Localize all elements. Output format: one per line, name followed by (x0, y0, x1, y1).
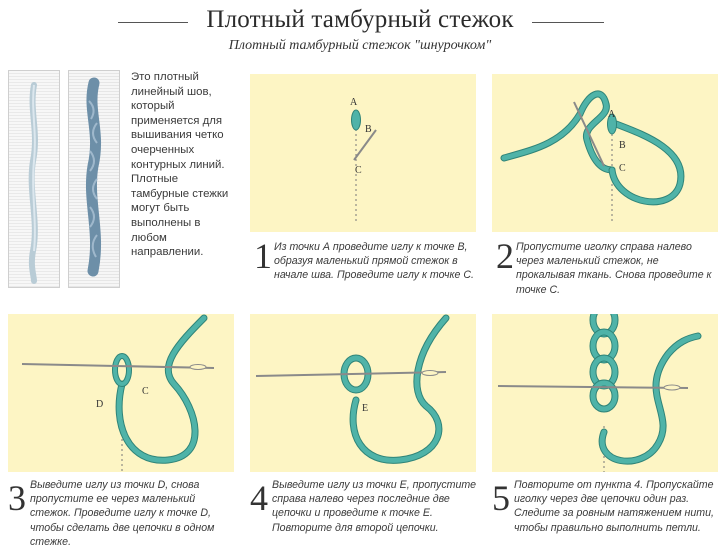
dark-chain-stitch (69, 71, 119, 287)
step-3-label-d: D (96, 399, 104, 410)
step-3-number: 3 (8, 478, 26, 518)
step-1-number: 1 (254, 236, 272, 276)
step-1-label-c: C (355, 165, 362, 176)
step-3-drawing (8, 314, 234, 472)
step-3-illustration (8, 314, 234, 472)
step-5-number: 5 (492, 478, 510, 518)
step-2-label-b: B (619, 140, 626, 151)
fabric-swatch-dark (68, 70, 120, 288)
step-1-text: Из точки А проведите иглу к точке В, образуя маленький прямой стежок в начале шва. Проведите иглу к точке С. (274, 241, 474, 282)
step-5-drawing (492, 314, 718, 472)
step-1-drawing (250, 74, 476, 232)
step-1-label-a: A (350, 97, 358, 108)
step-4-illustration (250, 314, 476, 472)
step-2-text: Пропустите иголку справа налево через маленький стежок, не прокалывая ткань. Снова проведите к точке С. (516, 241, 712, 296)
step-2-illustration (492, 74, 718, 232)
step-2-drawing (492, 74, 718, 232)
step-2-label-a: A (608, 109, 616, 120)
step-4-label-e: E (362, 403, 369, 414)
step-5-text: Повторите от пункта 4. Пропускайте иголку через две цепочки один раз. Следите за ровным натяжением нити, чтобы правильно выполнить петли. (514, 479, 714, 534)
step-5-illustration (492, 314, 718, 472)
step-1-illustration (250, 74, 476, 232)
fabric-swatch-light (8, 70, 60, 288)
step-4-number: 4 (250, 478, 268, 518)
step-3-text: Выведите иглу из точки D, снова пропустите ее через маленький стежок. Проведите иглу к точке D, чтобы сделать две цепочки в одном стежке. (30, 479, 215, 548)
page-title: Плотный тамбурный стежок (206, 6, 514, 33)
step-4-drawing (250, 314, 476, 472)
step-2-label-c: C (619, 163, 626, 174)
intro-paragraph: Это плотный линейный шов, который применяется для вышивания четко очерченных контурных линий. Плотные тамбурные стежки могут быть выполнены в любом направлении. (131, 71, 229, 259)
light-chain-stitch (9, 71, 59, 287)
page-subtitle: Плотный тамбурный стежок "шнурочком" (228, 38, 492, 53)
step-4-text: Выведите иглу из точки Е, пропустите справа налево через последние две цепочки и проведите к точке Е. Повторите для второй цепочки. (272, 479, 477, 534)
step-1-label-b: B (365, 124, 372, 135)
step-2-number: 2 (496, 236, 514, 276)
step-3-label-c: C (142, 386, 149, 397)
